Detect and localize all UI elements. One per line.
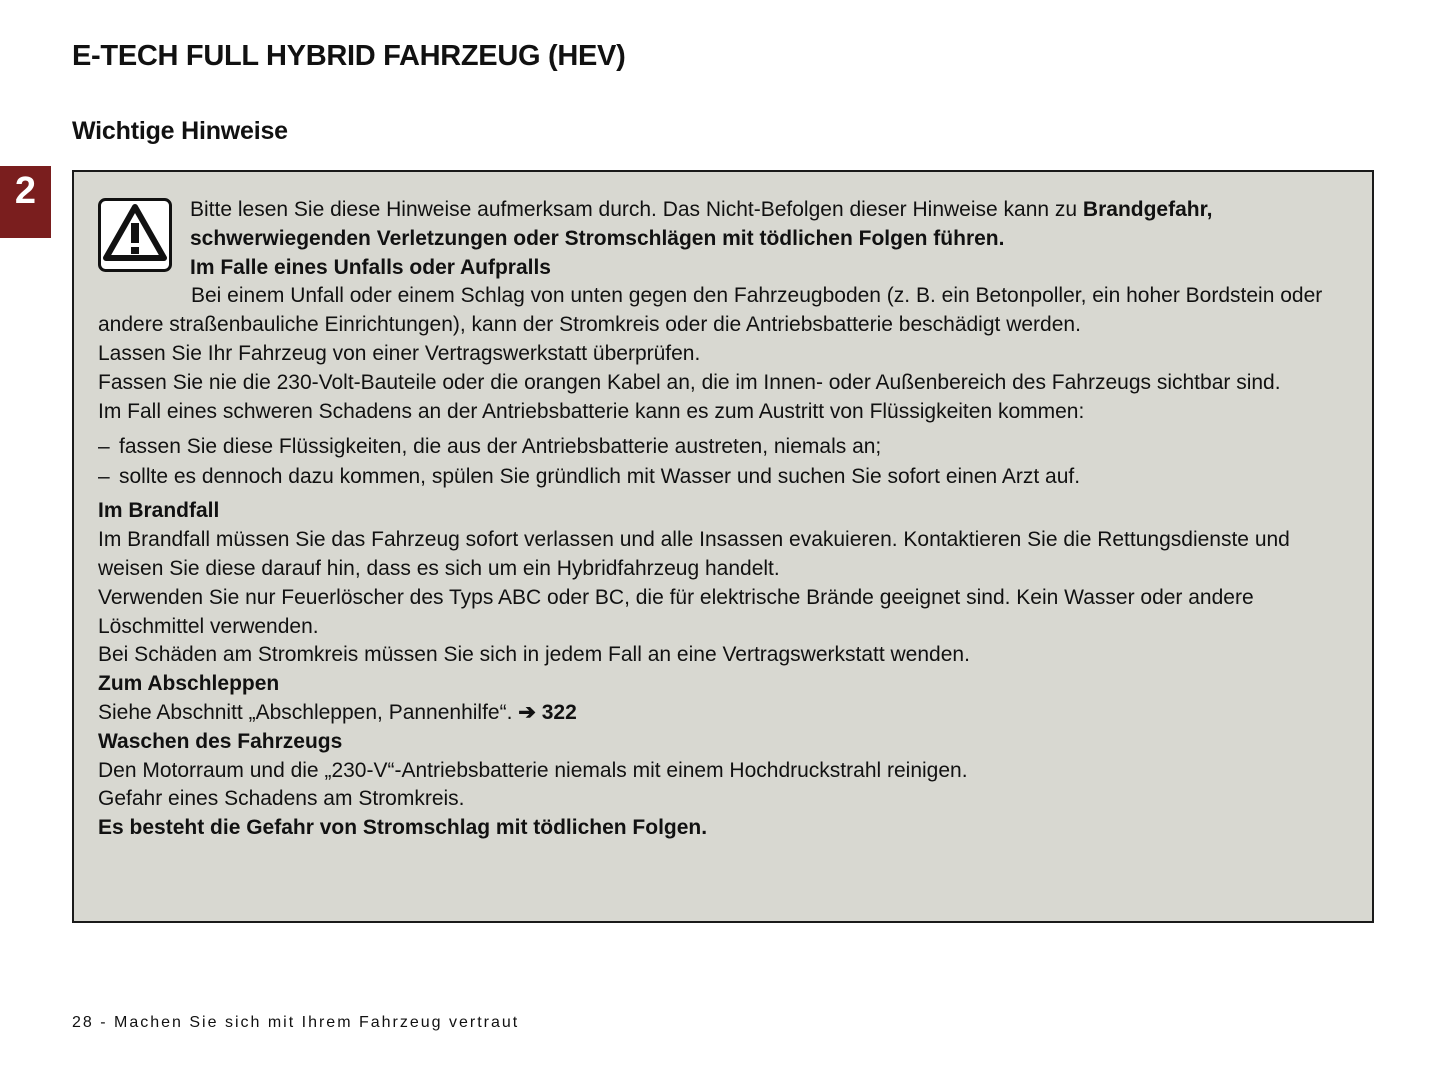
- page-reference-number: 322: [541, 700, 577, 724]
- towing-paragraph: [98, 699, 1348, 728]
- washing-heading: Waschen des Fahrzeugs: [98, 729, 343, 753]
- list-item: – sollte es dennoch dazu kommen, spülen Sie gründlich mit Wasser und suchen Sie sofort einen Arzt auf.: [98, 464, 1081, 488]
- warning-intro-bold: Brandgefahr, schwerwiegenden Verletzungen oder Stromschlägen mit tödlichen Folgen führen.: [190, 198, 1213, 250]
- fluid-leak-list: [98, 432, 1348, 491]
- towing-text: Siehe Abschnitt „Abschleppen, Pannenhilfe“.: [98, 700, 519, 724]
- towing-heading: Zum Abschleppen: [98, 672, 280, 696]
- arrow-right-icon: ➔: [518, 700, 536, 724]
- page-reference-link[interactable]: [518, 701, 577, 724]
- list-item-text: fassen Sie diese Flüssigkeiten, die aus der Antriebsbatterie austreten, niemals an;: [119, 435, 882, 459]
- washing-closing: Es besteht die Gefahr von Stromschlag mit tödlichen Folgen.: [98, 816, 708, 840]
- page-heading: E-TECH FULL HYBRID FAHRZEUG (HEV): [72, 40, 626, 72]
- list-item: – fassen Sie diese Flüssigkeiten, die aus der Antriebsbatterie austreten, niemals an;: [98, 435, 882, 459]
- fire-paragraph: Im Brandfall müssen Sie das Fahrzeug sofort verlassen und alle Insassen evakuieren. Kontaktieren Sie die Rettungsdienste und weisen Sie diese darauf hin, dass es sich um ein Hybridfahrzeug handelt.: [98, 528, 1290, 580]
- warning-intro: [98, 196, 1348, 254]
- warning-triangle-icon: [98, 198, 172, 272]
- fire-paragraph: Bei Schäden am Stromkreis müssen Sie sich in jedem Fall an eine Vertragswerkstatt wenden.: [98, 643, 970, 667]
- chapter-tab: 2: [0, 166, 51, 238]
- accident-paragraph: Im Fall eines schweren Schadens an der Antriebsbatterie kann es zum Austritt von Flüssigkeiten kommen:: [98, 399, 1085, 423]
- warning-intro-text: Bitte lesen Sie diese Hinweise aufmerksam durch. Das Nicht-Befolgen dieser Hinweise kann zu: [190, 198, 1083, 221]
- fire-heading: Im Brandfall: [98, 499, 220, 523]
- accident-paragraph: Lassen Sie Ihr Fahrzeug von einer Vertragswerkstatt überprüfen.: [98, 341, 701, 365]
- washing-paragraph: Gefahr eines Schadens am Stromkreis.: [98, 787, 465, 811]
- accident-paragraph: Bei einem Unfall oder einem Schlag von unten gegen den Fahrzeugboden (z. B. ein Betonpoller, ein hoher Bordstein oder andere straßenbauliche Einrichtungen), kann der Stromkreis oder die Antriebsbatterie beschädigt werden.: [98, 284, 1323, 337]
- washing-paragraph: Den Motorraum und die „230-V“-Antriebsbatterie niemals mit einem Hochdruckstrahl reinigen.: [98, 758, 968, 782]
- list-item-text: sollte es dennoch dazu kommen, spülen Sie gründlich mit Wasser und suchen Sie sofort einen Arzt auf.: [119, 464, 1081, 488]
- accident-heading: Im Falle eines Unfalls oder Aufpralls: [190, 255, 551, 279]
- fire-paragraph: Verwenden Sie nur Feuerlöscher des Typs ABC oder BC, die für elektrische Brände geeignet sind. Kein Wasser oder andere Löschmittel verwenden.: [98, 585, 1254, 638]
- page-footer: 28 - Machen Sie sich mit Ihrem Fahrzeug vertraut: [72, 1014, 520, 1031]
- warning-box: [72, 170, 1374, 923]
- section-title: Wichtige Hinweise: [72, 117, 288, 145]
- accident-paragraph: Fassen Sie nie die 230-Volt-Bauteile oder die orangen Kabel an, die im Innen- oder Außenbereich des Fahrzeugs sichtbar sind.: [98, 370, 1281, 394]
